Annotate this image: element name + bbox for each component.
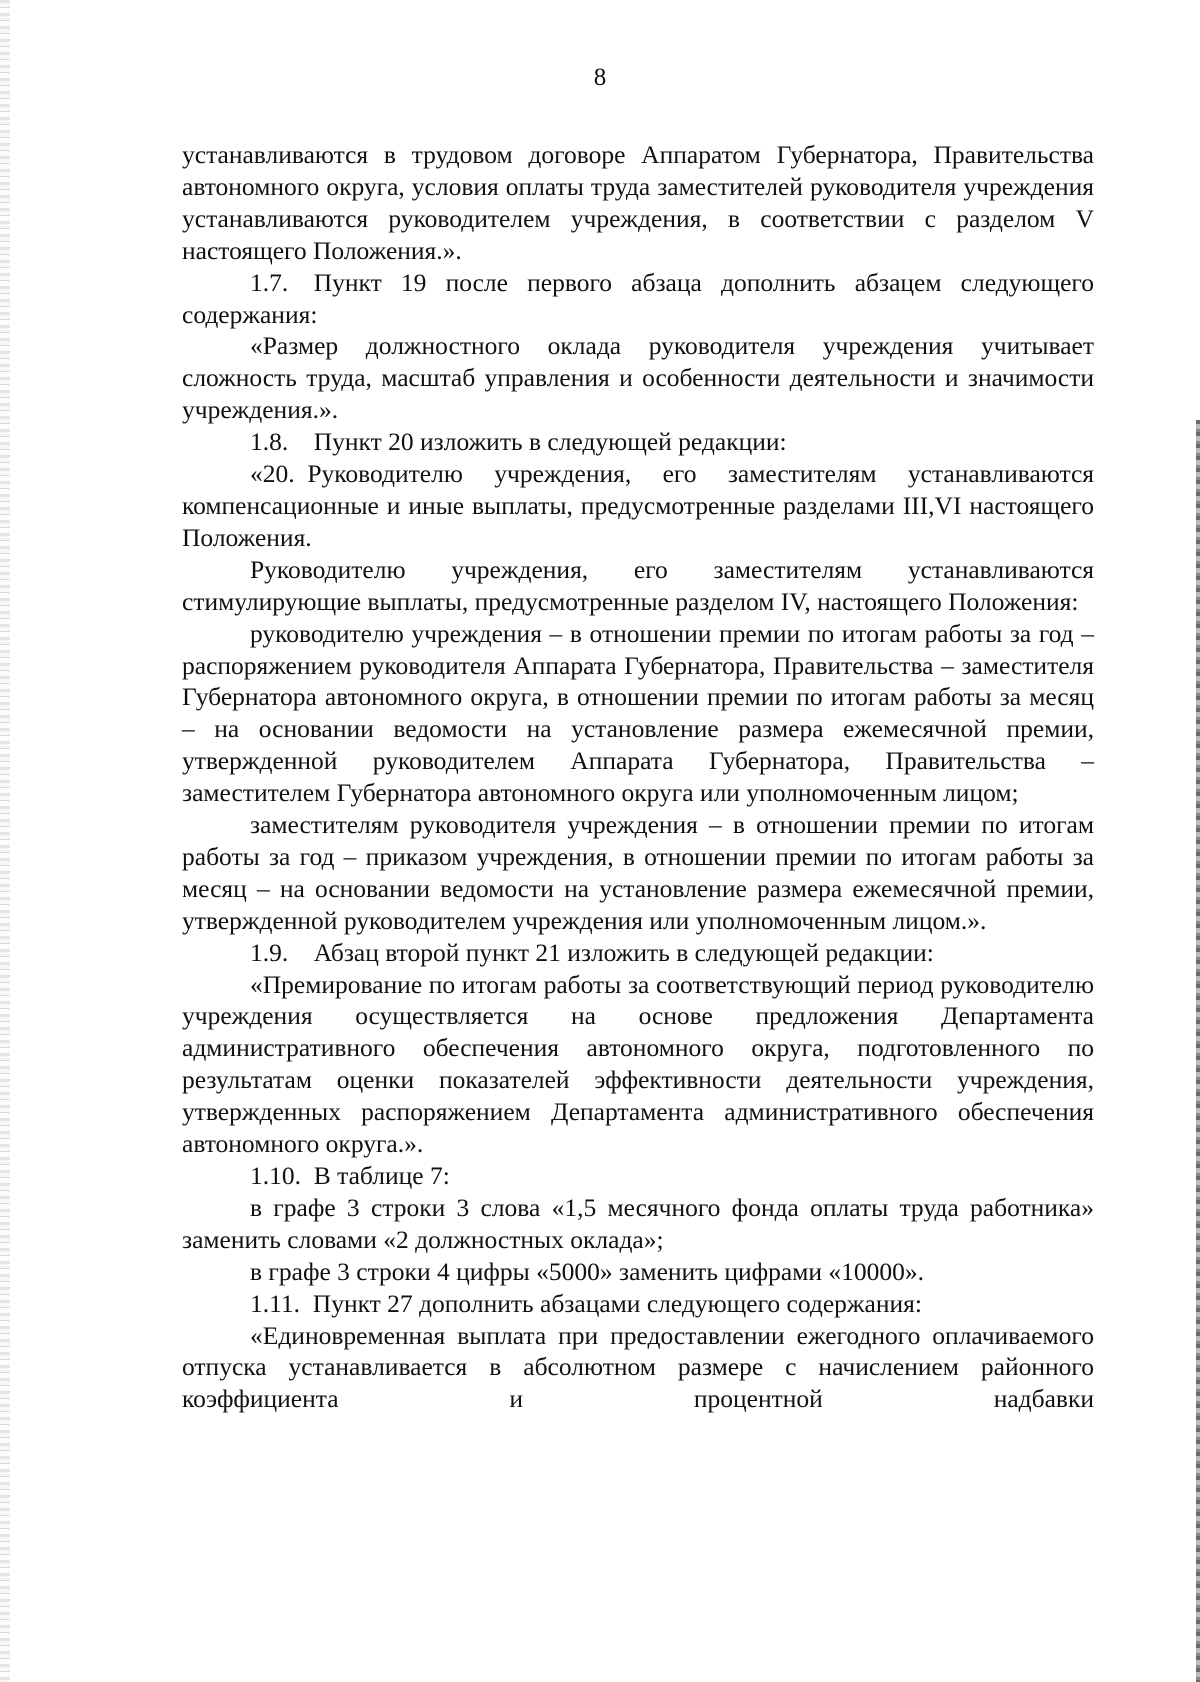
paragraph: устанавливаются в трудовом договоре Аппаратом Губернатора, Правительства автономного округа, условия оплаты труда заместителей руководителя учреждения устанавливаются руководителем учреждения, в соответствии с разделом V настоящего Положения.». [182, 140, 1094, 265]
paragraph: «20. Руководителю учреждения, его заместителям устанавливаются компенсационные и иные выплаты, предусмотренные разделами III,VI настоящего Положения. [182, 459, 1094, 552]
paragraph: в графе 3 строки 4 цифры «5000» заменить цифрами «10000». [250, 1256, 924, 1286]
paragraph: 1.9. Абзац второй пункт 21 изложить в следующей редакции: [250, 937, 934, 967]
paragraph: «Премирование по итогам работы за соответствующий период руководителю учреждения осуществляется на основе предложения Департамента административного обеспечения автономного округа, подготовленного по результатам оценки показателей эффективности деятельности учреждения, утвержденных распоряжением Департамента административного обеспечения автономного округа.». [182, 969, 1094, 1159]
paragraph: «Размер должностного оклада руководителя учреждения учитывает сложность труда, масштаб управления и особенности деятельности и значимости учреждения.». [182, 331, 1094, 425]
paragraph: 1.10. В таблице 7: [250, 1161, 450, 1190]
paragraph: Руководителю учреждения, его заместителям устанавливаются стимулирующие выплаты, предусмотренные разделом IV, настоящего Положения: [182, 554, 1094, 616]
paragraph: заместителям руководителя учреждения – в отношении премии по итогам работы за год – приказом учреждения, в отношении премии по итогам работы за месяц – на основании ведомости на установление размера ежемесячной премии, утвержденной руководителем учреждения или уполномоченным лицом.». [182, 810, 1094, 935]
paragraph: 1.11. Пункт 27 дополнить абзацами следующего содержания: [250, 1288, 922, 1318]
page-number: 8 [593, 64, 607, 91]
paragraph: «Единовременная выплата при предоставлении ежегодного оплачиваемого отпуска устанавливается в абсолютном размере с начислением районного коэффициента и процентной надбавки [182, 1320, 1094, 1414]
scan-edge-left [0, 0, 10, 1682]
paragraph: 1.8. Пункт 20 изложить в следующей редакции: [250, 427, 787, 457]
document-body [182, 139, 1094, 1415]
paragraph: в графе 3 строки 3 слова «1,5 месячного фонда оплаты труда работника» заменить словами «2 должностных оклада»; [182, 1192, 1094, 1254]
paragraph: 1.7. Пункт 19 после первого абзаца дополнить абзацем следующего содержания: [182, 267, 1094, 329]
scan-edge-right [1196, 420, 1200, 1682]
paragraph: руководителю учреждения – в отношении премии по итогам работы за год – распоряжением руководителя Аппарата Губернатора, Правительства – заместителя Губернатора автономного округа, в отношении премии по итогам работы за месяц – на основании ведомости на установление размера ежемесячной премии, утвержденной руководителем Аппарата Губернатора, Правительства – заместителем Губернатора автономного округа или уполномоченным лицом; [182, 618, 1094, 808]
